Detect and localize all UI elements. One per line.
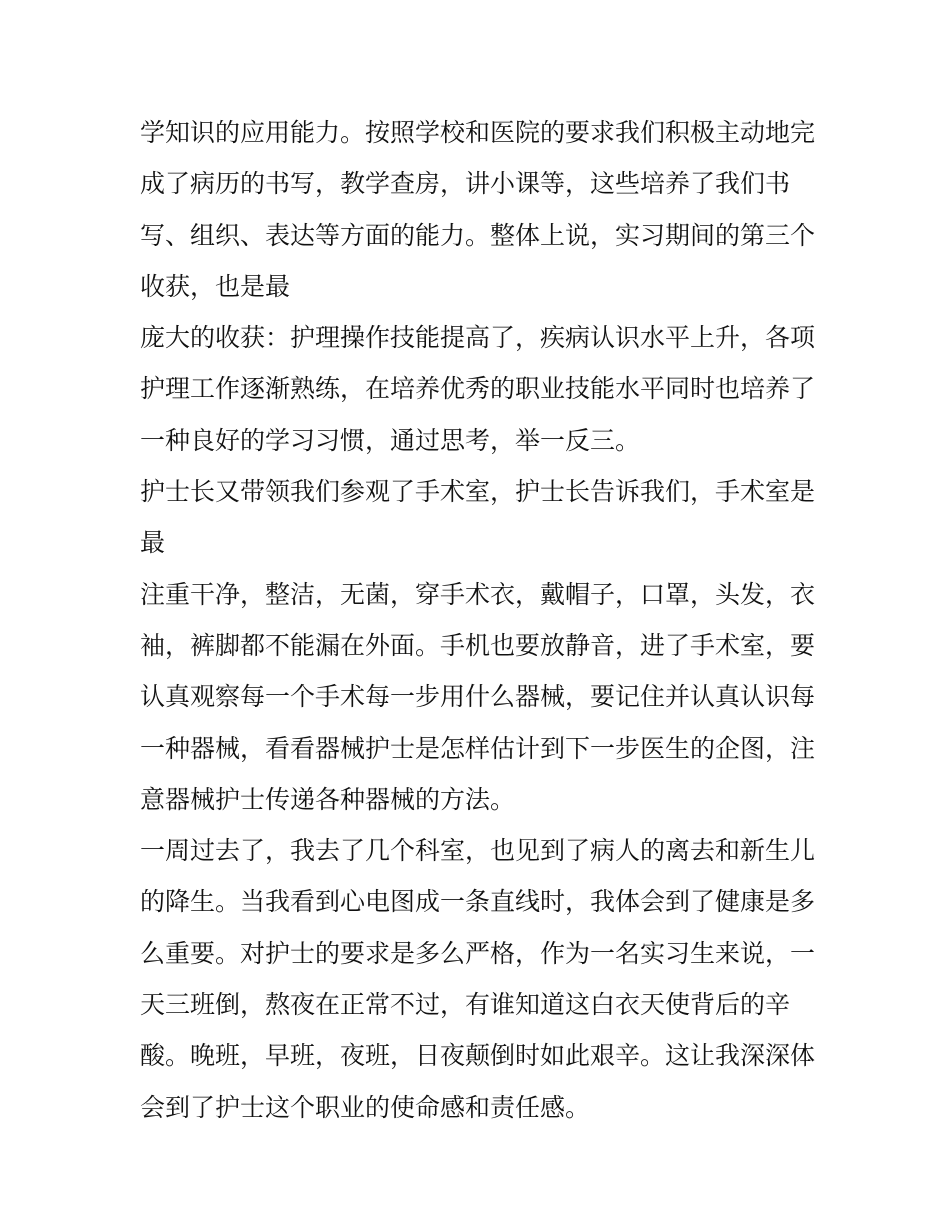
- text-line: 一周过去了，我去了几个科室，也见到了病人的离去和新生儿: [140, 836, 816, 866]
- text-line: 一种器械，看看器械护士是怎样估计到下一步医生的企图，注: [140, 733, 816, 763]
- text-line: 意器械护士传递各种器械的方法。: [140, 784, 516, 814]
- text-line: 最: [140, 528, 166, 558]
- text-line: 么重要。对护士的要求是多么严格，作为一名实习生来说，一: [140, 938, 816, 968]
- text-line: 袖，裤脚都不能漏在外面。手机也要放静音，进了手术室，要: [140, 630, 816, 660]
- text-line: 学知识的应用能力。按照学校和医院的要求我们积极主动地完: [140, 118, 816, 147]
- body-text: [140, 107, 830, 1133]
- text-line: 会到了护士这个职业的使命感和责任感。: [140, 1092, 591, 1122]
- text-line: 注重干净，整洁，无菌，穿手术衣，戴帽子，口罩，头发，衣: [140, 579, 816, 609]
- text-line: 认真观察每一个手术每一步用什么器械，要记住并认真认识每: [140, 682, 816, 712]
- text-line: 成了病历的书写，教学查房，讲小课等，这些培养了我们书: [140, 169, 791, 199]
- text-line: 酸。晚班，早班，夜班，日夜颠倒时如此艰辛。这让我深深体: [140, 1041, 816, 1071]
- text-line: 写、组织、表达等方面的能力。整体上说，实习期间的第三个: [140, 220, 816, 250]
- text-line: 护士长又带领我们参观了手术室，护士长告诉我们，手术室是: [140, 477, 816, 507]
- text-line: 天三班倒，熬夜在正常不过，有谁知道这白衣天使背后的辛: [140, 990, 791, 1020]
- text-line: 的降生。当我看到心电图成一条直线时，我体会到了健康是多: [140, 887, 816, 917]
- text-line: 收获，也是最: [140, 271, 291, 301]
- text-line: 庞大的收获：护理操作技能提高了，疾病认识水平上升，各项: [140, 323, 816, 353]
- text-line: 一种良好的学习习惯，通过思考，举一反三。: [140, 425, 641, 455]
- text-line: 护理工作逐渐熟练，在培养优秀的职业技能水平同时也培养了: [140, 374, 816, 404]
